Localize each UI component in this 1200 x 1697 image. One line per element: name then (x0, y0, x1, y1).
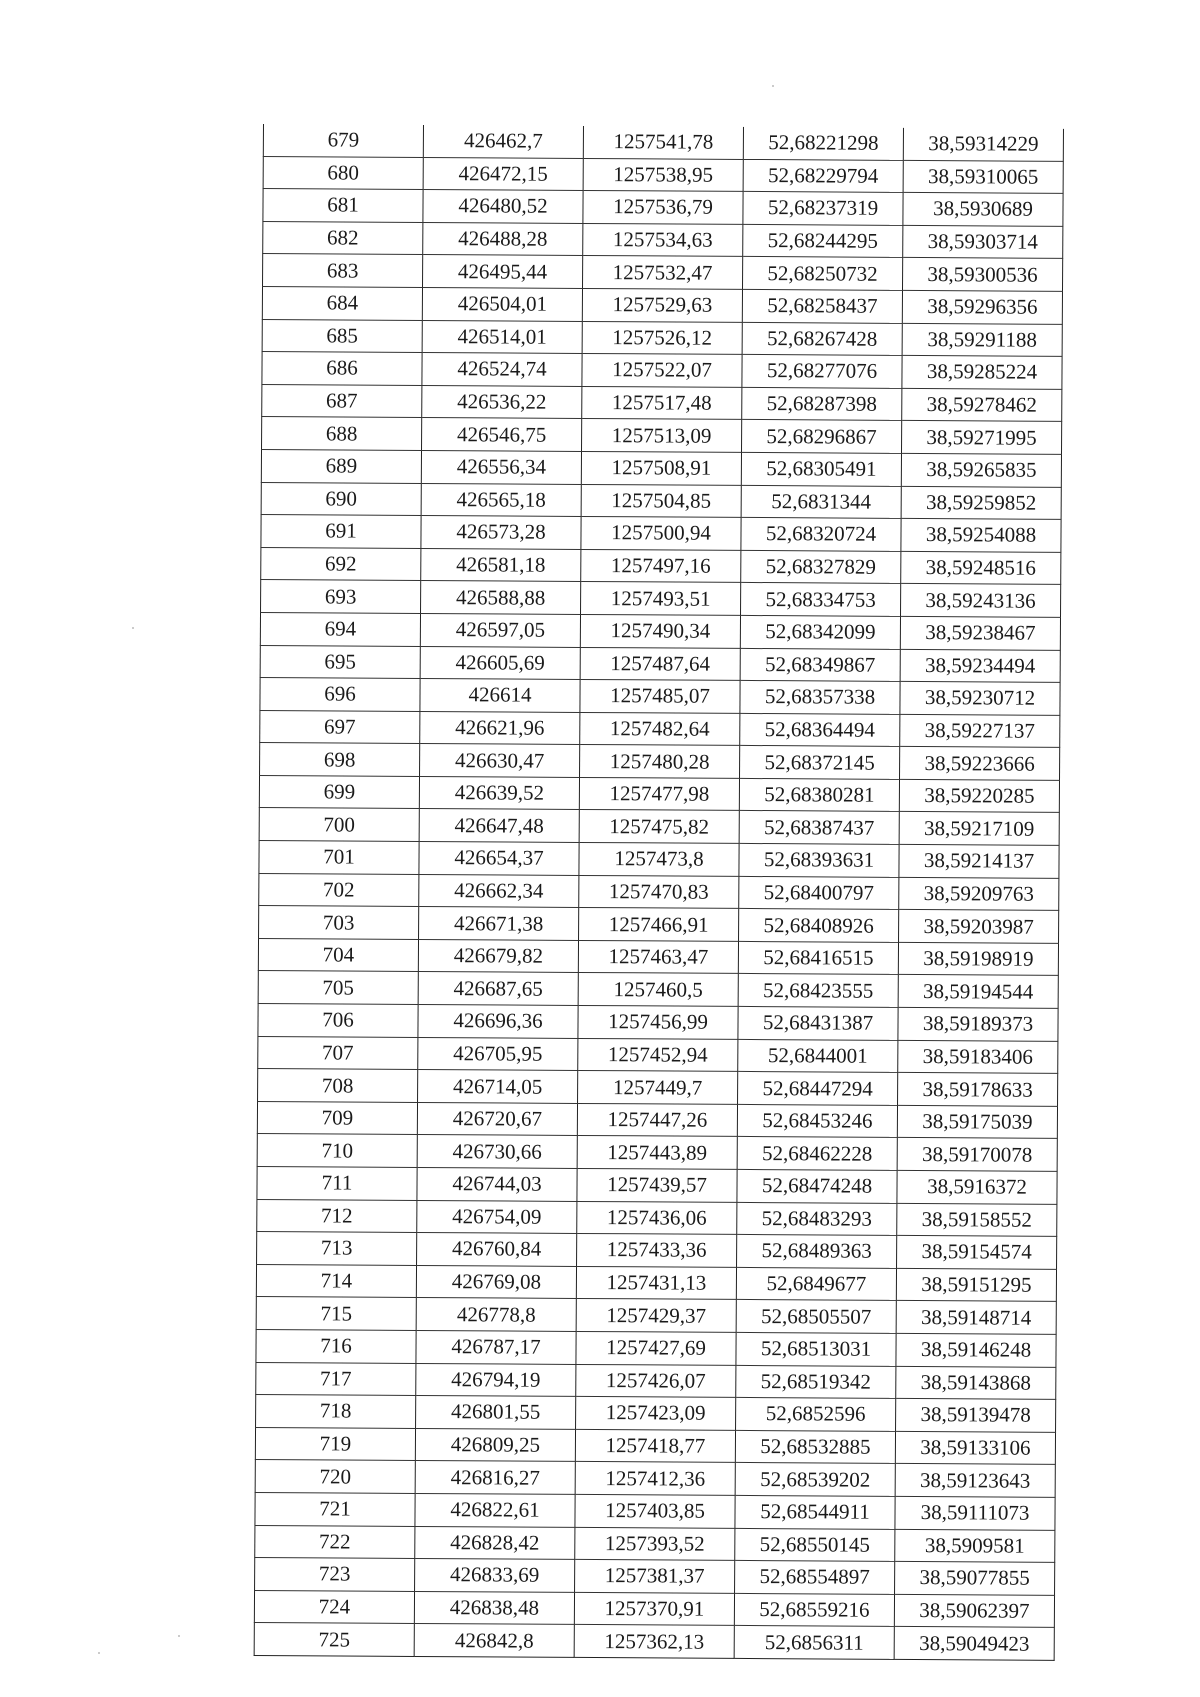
y-coordinate-cell: 1257463,47 (578, 940, 738, 974)
table-row (255, 1525, 1055, 1562)
point-number-cell: 684 (262, 286, 422, 320)
y-coordinate-cell: 1257534,63 (583, 223, 743, 257)
point-number-cell: 719 (255, 1427, 415, 1461)
longitude-cell: 38,59259852 (901, 486, 1061, 520)
point-number-cell: 681 (263, 189, 423, 223)
x-coordinate-cell: 426514,01 (422, 320, 582, 354)
x-coordinate-cell: 426828,42 (415, 1526, 575, 1560)
point-number-cell: 703 (259, 906, 419, 940)
y-coordinate-cell: 1257447,26 (577, 1103, 737, 1137)
y-coordinate-cell: 1257490,34 (580, 614, 740, 648)
table-row (263, 156, 1063, 193)
latitude-cell: 52,68489363 (737, 1235, 897, 1269)
y-coordinate-cell: 1257466,91 (579, 908, 739, 942)
point-number-cell: 687 (262, 384, 422, 418)
point-number-cell: 709 (257, 1101, 417, 1135)
longitude-cell: 38,59189373 (898, 1007, 1058, 1041)
y-coordinate-cell: 1257475,82 (579, 810, 739, 844)
x-coordinate-cell: 426778,8 (416, 1298, 576, 1332)
table-row (263, 254, 1063, 291)
longitude-cell: 38,59143868 (896, 1366, 1056, 1400)
x-coordinate-cell: 426842,8 (414, 1624, 574, 1658)
point-number-cell: 720 (255, 1460, 415, 1494)
point-number-cell: 691 (261, 515, 421, 549)
latitude-cell: 52,68364494 (740, 713, 900, 747)
table-row (261, 449, 1061, 486)
x-coordinate-cell: 426833,69 (415, 1559, 575, 1593)
point-number-cell: 710 (257, 1134, 417, 1168)
y-coordinate-cell: 1257449,7 (578, 1071, 738, 1105)
longitude-cell: 38,59154574 (897, 1236, 1057, 1270)
latitude-cell: 52,6852596 (736, 1398, 896, 1432)
table-row (255, 1460, 1055, 1497)
latitude-cell: 52,68423555 (738, 974, 898, 1008)
point-number-cell: 702 (259, 873, 419, 907)
latitude-cell: 52,68387437 (739, 811, 899, 845)
table-row (262, 352, 1062, 389)
table-row (255, 1427, 1055, 1464)
point-number-cell: 707 (258, 1036, 418, 1070)
longitude-cell: 38,59198919 (898, 942, 1058, 976)
longitude-cell: 38,59230712 (900, 681, 1060, 715)
table-row (258, 1004, 1058, 1041)
y-coordinate-cell: 1257436,06 (577, 1201, 737, 1235)
table-row (263, 221, 1063, 258)
x-coordinate-cell: 426495,44 (423, 255, 583, 289)
longitude-cell: 38,59178633 (898, 1073, 1058, 1107)
longitude-cell: 38,5930689 (903, 193, 1063, 227)
longitude-cell: 38,59217109 (899, 812, 1059, 846)
y-coordinate-cell: 1257541,78 (583, 126, 743, 159)
longitude-cell: 38,59310065 (903, 160, 1063, 194)
x-coordinate-cell: 426536,22 (422, 385, 582, 419)
longitude-cell: 38,59049423 (894, 1627, 1054, 1661)
latitude-cell: 52,68554897 (735, 1561, 895, 1595)
point-number-cell: 695 (260, 645, 420, 679)
longitude-cell: 38,59227137 (900, 714, 1060, 748)
scan-speck (132, 627, 134, 629)
table-row (262, 319, 1062, 356)
longitude-cell: 38,59123643 (895, 1464, 1055, 1498)
x-coordinate-cell: 426472,15 (423, 157, 583, 191)
x-coordinate-cell: 426647,48 (419, 809, 579, 843)
longitude-cell: 38,59148714 (896, 1301, 1056, 1335)
longitude-cell: 38,59111073 (895, 1496, 1055, 1530)
y-coordinate-cell: 1257517,48 (582, 386, 742, 420)
point-number-cell: 688 (262, 417, 422, 451)
y-coordinate-cell: 1257427,69 (576, 1331, 736, 1365)
longitude-cell: 38,59203987 (899, 910, 1059, 944)
table-row (256, 1264, 1056, 1301)
point-number-cell: 723 (255, 1558, 415, 1592)
longitude-cell: 38,59223666 (900, 747, 1060, 781)
x-coordinate-cell: 426816,27 (415, 1461, 575, 1495)
y-coordinate-cell: 1257480,28 (580, 745, 740, 779)
y-coordinate-cell: 1257403,85 (575, 1494, 735, 1528)
x-coordinate-cell: 426822,61 (415, 1493, 575, 1527)
table-row (258, 938, 1058, 975)
table-row (263, 189, 1063, 226)
x-coordinate-cell: 426588,88 (421, 581, 581, 615)
longitude-cell: 38,59254088 (901, 519, 1061, 553)
longitude-cell: 38,59194544 (898, 975, 1058, 1009)
latitude-cell: 52,68258437 (742, 289, 902, 323)
y-coordinate-cell: 1257536,79 (583, 191, 743, 225)
latitude-cell: 52,68221298 (743, 127, 903, 160)
latitude-cell: 52,68287398 (742, 387, 902, 421)
y-coordinate-cell: 1257497,16 (581, 549, 741, 583)
point-number-cell: 717 (256, 1362, 416, 1396)
table-row (262, 384, 1062, 421)
table-row (255, 1558, 1055, 1595)
latitude-cell: 52,68334753 (741, 583, 901, 617)
point-number-cell: 715 (256, 1297, 416, 1331)
latitude-cell: 52,68559216 (734, 1593, 894, 1627)
longitude-cell: 38,59243136 (901, 584, 1061, 618)
y-coordinate-cell: 1257473,8 (579, 843, 739, 877)
latitude-cell: 52,68550145 (735, 1528, 895, 1562)
latitude-cell: 52,68519342 (736, 1365, 896, 1399)
longitude-cell: 38,59175039 (897, 1105, 1057, 1139)
y-coordinate-cell: 1257500,94 (581, 517, 741, 551)
point-number-cell: 699 (259, 775, 419, 809)
point-number-cell: 701 (259, 841, 419, 875)
point-number-cell: 706 (258, 1004, 418, 1038)
x-coordinate-cell: 426462,7 (423, 125, 583, 158)
longitude-cell: 38,59303714 (903, 225, 1063, 259)
table-row (257, 1166, 1057, 1203)
point-number-cell: 679 (263, 124, 423, 157)
point-number-cell: 724 (254, 1590, 414, 1624)
table-row (254, 1623, 1054, 1660)
latitude-cell: 52,68539202 (735, 1463, 895, 1497)
x-coordinate-cell: 426794,19 (416, 1363, 576, 1397)
y-coordinate-cell: 1257508,91 (581, 451, 741, 485)
point-number-cell: 705 (258, 971, 418, 1005)
latitude-cell: 52,68349867 (740, 648, 900, 682)
point-number-cell: 693 (261, 580, 421, 614)
latitude-cell: 52,6831344 (741, 485, 901, 519)
latitude-cell: 52,68544911 (735, 1495, 895, 1529)
latitude-cell: 52,68393631 (739, 843, 899, 877)
y-coordinate-cell: 1257370,91 (574, 1592, 734, 1626)
point-number-cell: 704 (258, 938, 418, 972)
longitude-cell: 38,59146248 (896, 1333, 1056, 1367)
x-coordinate-cell: 426573,28 (421, 516, 581, 550)
longitude-cell: 38,59077855 (895, 1562, 1055, 1596)
y-coordinate-cell: 1257362,13 (574, 1625, 734, 1659)
point-number-cell: 680 (263, 156, 423, 190)
y-coordinate-cell: 1257493,51 (581, 582, 741, 616)
point-number-cell: 692 (261, 547, 421, 581)
table-row (254, 1590, 1054, 1627)
longitude-cell: 38,59234494 (900, 649, 1060, 683)
latitude-cell: 52,68453246 (737, 1104, 897, 1138)
x-coordinate-cell: 426696,36 (418, 1004, 578, 1038)
y-coordinate-cell: 1257529,63 (582, 288, 742, 322)
y-coordinate-cell: 1257412,36 (575, 1462, 735, 1496)
x-coordinate-cell: 426769,08 (416, 1265, 576, 1299)
table-row (256, 1395, 1056, 1432)
x-coordinate-cell: 426546,75 (422, 418, 582, 452)
x-coordinate-cell: 426671,38 (419, 907, 579, 941)
longitude-cell: 38,59139478 (896, 1399, 1056, 1433)
x-coordinate-cell: 426720,67 (417, 1102, 577, 1136)
table-row (259, 873, 1059, 910)
x-coordinate-cell: 426480,52 (423, 190, 583, 224)
table-row (260, 710, 1060, 747)
x-coordinate-cell: 426838,48 (414, 1591, 574, 1625)
latitude-cell: 52,68320724 (741, 518, 901, 552)
longitude-cell: 38,5916372 (897, 1170, 1057, 1204)
point-number-cell: 696 (260, 678, 420, 712)
latitude-cell: 52,6856311 (734, 1626, 894, 1660)
y-coordinate-cell: 1257452,94 (578, 1038, 738, 1072)
x-coordinate-cell: 426714,05 (418, 1070, 578, 1104)
table-row (255, 1492, 1055, 1529)
x-coordinate-cell: 426639,52 (419, 776, 579, 810)
table-row (262, 286, 1062, 323)
x-coordinate-cell: 426787,17 (416, 1330, 576, 1364)
scan-speck (98, 1652, 100, 1654)
x-coordinate-cell: 426730,66 (417, 1135, 577, 1169)
latitude-cell: 52,68267428 (742, 322, 902, 356)
longitude-cell: 38,59220285 (899, 779, 1059, 813)
y-coordinate-cell: 1257426,07 (576, 1364, 736, 1398)
point-number-cell: 721 (255, 1492, 415, 1526)
x-coordinate-cell: 426760,84 (417, 1233, 577, 1267)
longitude-cell: 38,59285224 (902, 356, 1062, 390)
longitude-cell: 38,59300536 (902, 258, 1062, 292)
latitude-cell: 52,68277076 (742, 355, 902, 389)
table-row (261, 515, 1061, 552)
y-coordinate-cell: 1257431,13 (576, 1266, 736, 1300)
table-row (257, 1134, 1057, 1171)
x-coordinate-cell: 426662,34 (419, 874, 579, 908)
latitude-cell: 52,68431387 (738, 1006, 898, 1040)
longitude-cell: 38,59062397 (894, 1594, 1054, 1628)
x-coordinate-cell: 426565,18 (421, 483, 581, 517)
table-row (258, 1036, 1058, 1073)
y-coordinate-cell: 1257504,85 (581, 484, 741, 518)
point-number-cell: 716 (256, 1329, 416, 1363)
table-row (262, 417, 1062, 454)
longitude-cell: 38,59158552 (897, 1203, 1057, 1237)
table-row (261, 580, 1061, 617)
longitude-cell: 38,59278462 (902, 388, 1062, 422)
latitude-cell: 52,68244295 (743, 224, 903, 258)
y-coordinate-cell: 1257485,07 (580, 680, 740, 714)
x-coordinate-cell: 426754,09 (417, 1200, 577, 1234)
coordinates-table-body (254, 124, 1063, 1660)
x-coordinate-cell: 426504,01 (422, 287, 582, 321)
latitude-cell: 52,68416515 (738, 941, 898, 975)
table-row (261, 482, 1061, 519)
longitude-cell: 38,59314229 (903, 128, 1063, 161)
table-row (260, 678, 1060, 715)
longitude-cell: 38,59151295 (896, 1268, 1056, 1302)
latitude-cell: 52,68327829 (741, 550, 901, 584)
table-row (261, 547, 1061, 584)
table-row (263, 124, 1063, 161)
longitude-cell: 38,59296356 (902, 290, 1062, 324)
table-row (260, 743, 1060, 780)
table-row (259, 808, 1059, 845)
y-coordinate-cell: 1257522,07 (582, 354, 742, 388)
scan-speck (178, 1635, 180, 1637)
y-coordinate-cell: 1257513,09 (582, 419, 742, 453)
latitude-cell: 52,68408926 (739, 909, 899, 943)
y-coordinate-cell: 1257381,37 (575, 1560, 735, 1594)
latitude-cell: 52,68229794 (743, 159, 903, 193)
point-number-cell: 708 (258, 1069, 418, 1103)
point-number-cell: 689 (261, 449, 421, 483)
point-number-cell: 683 (263, 254, 423, 288)
y-coordinate-cell: 1257482,64 (580, 712, 740, 746)
longitude-cell: 38,59209763 (899, 877, 1059, 911)
point-number-cell: 700 (259, 808, 419, 842)
y-coordinate-cell: 1257393,52 (575, 1527, 735, 1561)
latitude-cell: 52,6844001 (738, 1039, 898, 1073)
x-coordinate-cell: 426597,05 (420, 613, 580, 647)
latitude-cell: 52,68505507 (736, 1300, 896, 1334)
y-coordinate-cell: 1257477,98 (579, 777, 739, 811)
x-coordinate-cell: 426630,47 (420, 744, 580, 778)
longitude-cell: 38,59248516 (901, 551, 1061, 585)
x-coordinate-cell: 426556,34 (421, 450, 581, 484)
point-number-cell: 698 (260, 743, 420, 777)
latitude-cell: 52,68400797 (739, 876, 899, 910)
x-coordinate-cell: 426705,95 (418, 1037, 578, 1071)
point-number-cell: 697 (260, 710, 420, 744)
table-row (257, 1232, 1057, 1269)
table-row (259, 906, 1059, 943)
longitude-cell: 38,59265835 (901, 453, 1061, 487)
point-number-cell: 718 (256, 1395, 416, 1429)
longitude-cell: 38,59271995 (902, 421, 1062, 455)
point-number-cell: 694 (260, 612, 420, 646)
longitude-cell: 38,59183406 (898, 1040, 1058, 1074)
longitude-cell: 38,59238467 (900, 616, 1060, 650)
x-coordinate-cell: 426524,74 (422, 353, 582, 387)
x-coordinate-cell: 426621,96 (420, 711, 580, 745)
latitude-cell: 52,68462228 (737, 1137, 897, 1171)
scan-speck (772, 85, 774, 87)
table-row (256, 1297, 1056, 1334)
table-row (256, 1362, 1056, 1399)
latitude-cell: 52,68447294 (738, 1072, 898, 1106)
table-row (256, 1329, 1056, 1366)
y-coordinate-cell: 1257460,5 (578, 973, 738, 1007)
y-coordinate-cell: 1257526,12 (582, 321, 742, 355)
x-coordinate-cell: 426744,03 (417, 1167, 577, 1201)
y-coordinate-cell: 1257487,64 (580, 647, 740, 681)
table-row (257, 1199, 1057, 1236)
y-coordinate-cell: 1257433,36 (577, 1234, 737, 1268)
y-coordinate-cell: 1257429,37 (576, 1299, 736, 1333)
table-row (260, 612, 1060, 649)
latitude-cell: 52,68237319 (743, 192, 903, 226)
x-coordinate-cell: 426801,55 (416, 1396, 576, 1430)
point-number-cell: 725 (254, 1623, 414, 1657)
latitude-cell: 52,68513031 (736, 1332, 896, 1366)
point-number-cell: 686 (262, 352, 422, 386)
x-coordinate-cell: 426809,25 (415, 1428, 575, 1462)
latitude-cell: 52,68380281 (739, 778, 899, 812)
latitude-cell: 52,68250732 (742, 257, 902, 291)
latitude-cell: 52,68483293 (737, 1202, 897, 1236)
x-coordinate-cell: 426488,28 (423, 222, 583, 256)
longitude-cell: 38,59214137 (899, 844, 1059, 878)
x-coordinate-cell: 426581,18 (421, 548, 581, 582)
y-coordinate-cell: 1257443,89 (577, 1136, 737, 1170)
table-row (259, 841, 1059, 878)
y-coordinate-cell: 1257470,83 (579, 875, 739, 909)
latitude-cell: 52,68372145 (740, 746, 900, 780)
latitude-cell: 52,68474248 (737, 1169, 897, 1203)
point-number-cell: 685 (262, 319, 422, 353)
y-coordinate-cell: 1257439,57 (577, 1168, 737, 1202)
table-row (260, 645, 1060, 682)
x-coordinate-cell: 426654,37 (419, 842, 579, 876)
latitude-cell: 52,68532885 (735, 1430, 895, 1464)
longitude-cell: 38,59133106 (895, 1431, 1055, 1465)
y-coordinate-cell: 1257418,77 (575, 1429, 735, 1463)
longitude-cell: 38,59291188 (902, 323, 1062, 357)
x-coordinate-cell: 426679,82 (418, 939, 578, 973)
latitude-cell: 52,68305491 (741, 452, 901, 486)
y-coordinate-cell: 1257532,47 (583, 256, 743, 290)
point-number-cell: 690 (261, 482, 421, 516)
x-coordinate-cell: 426614 (420, 679, 580, 713)
latitude-cell: 52,68357338 (740, 681, 900, 715)
longitude-cell: 38,59170078 (897, 1138, 1057, 1172)
point-number-cell: 711 (257, 1166, 417, 1200)
x-coordinate-cell: 426605,69 (420, 646, 580, 680)
latitude-cell: 52,68296867 (742, 420, 902, 454)
point-number-cell: 714 (256, 1264, 416, 1298)
y-coordinate-cell: 1257423,09 (576, 1397, 736, 1431)
table-row (258, 971, 1058, 1008)
point-number-cell: 712 (257, 1199, 417, 1233)
coordinates-table (254, 124, 1064, 1661)
latitude-cell: 52,68342099 (740, 615, 900, 649)
table-row (258, 1069, 1058, 1106)
y-coordinate-cell: 1257538,95 (583, 158, 743, 192)
table-row (259, 775, 1059, 812)
x-coordinate-cell: 426687,65 (418, 972, 578, 1006)
point-number-cell: 682 (263, 221, 423, 255)
y-coordinate-cell: 1257456,99 (578, 1005, 738, 1039)
longitude-cell: 38,5909581 (895, 1529, 1055, 1563)
latitude-cell: 52,6849677 (736, 1267, 896, 1301)
point-number-cell: 713 (257, 1232, 417, 1266)
point-number-cell: 722 (255, 1525, 415, 1559)
table-row (257, 1101, 1057, 1138)
